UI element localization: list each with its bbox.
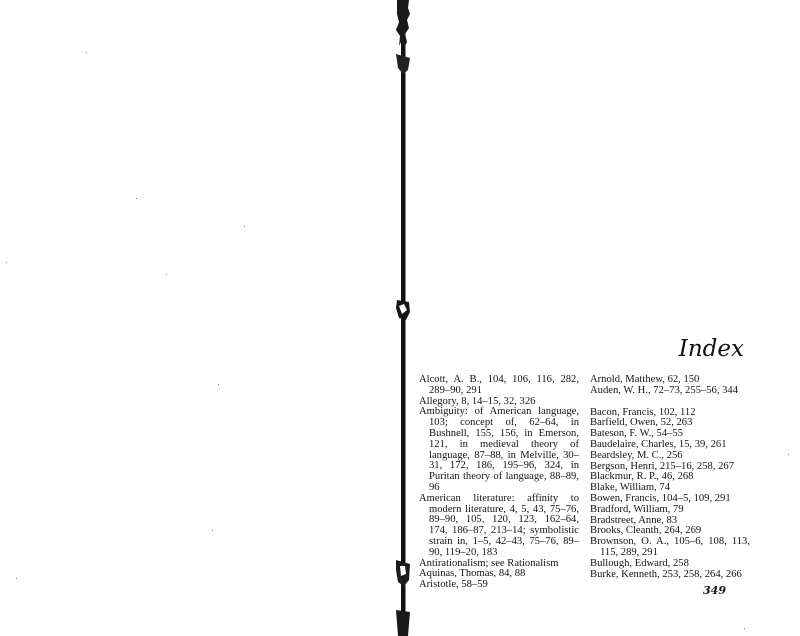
index-entry: Aristotle, 58–59 [419, 579, 488, 591]
index-entry: Burke, Kenneth, 253, 258, 264, 266 [590, 568, 742, 580]
index-entry: Beardsley, M. C., 256 [590, 449, 683, 461]
dust-speck [16, 578, 17, 579]
index-entry: Bowen, Francis, 104–5, 109, 291 [590, 492, 731, 504]
index-entry: Barfield, Owen, 52, 263 [590, 417, 693, 429]
page-number: 349 [703, 584, 726, 597]
index-entry: Bullough, Edward, 258 [590, 557, 689, 569]
index-entry: Ambiguity: of American language, 103; concept of, 62–64, in Bushnell, 155, 156, in Emerson, 121, in medieval theory of language, 87–88, in Melville, 30–31, 172, 186, 195–96, 324, in Puritan theory of language, 88–89, 96 [419, 406, 579, 493]
index-entry: Bradstreet, Anne, 83 [590, 514, 678, 526]
index-entry: Allegory, 8, 14–15, 32, 326 [419, 395, 536, 407]
index-entry: Blackmur, R. P., 46, 268 [590, 471, 694, 483]
index-entry: Brooks, Cleanth, 264, 269 [590, 525, 702, 537]
index-entry: Bateson, F. W., 54–55 [590, 428, 684, 440]
dust-speck [136, 198, 137, 199]
index-entry: Auden, W. H., 72–73, 255–56, 344 [590, 384, 739, 396]
dust-speck [788, 454, 789, 455]
binding-spine [396, 0, 410, 636]
index-entry: Bacon, Francis, 102, 112 [590, 406, 696, 418]
index-entry: Bradford, William, 79 [590, 503, 684, 515]
index-entry: American literature: affinity to modern literature, 4, 5, 43, 75–76, 89–90, 105, 120, 123, 162–64, 174, 186–87, 213–14; symbolistic strain in, 1–5, 42–43, 75–76, 89–90, 119–20, 183 [419, 492, 579, 558]
dust-speck [6, 262, 7, 263]
dust-speck [86, 52, 87, 53]
index-entry: Aquinas, Thomas, 84, 88 [419, 568, 526, 580]
dust-speck [744, 628, 745, 629]
index-entry: Blake, William, 74 [590, 482, 670, 494]
index-column-left [419, 375, 579, 591]
index-entry: Baudelaire, Charles, 15, 39, 261 [590, 438, 727, 450]
index-entry: Brownson, O. A., 105–6, 108, 113, 115, 289, 291 [590, 536, 750, 558]
dust-speck [212, 530, 213, 531]
index-entry: Antirationalism; see Rationalism [419, 557, 559, 569]
dust-speck [244, 226, 245, 227]
dust-speck [166, 274, 167, 275]
index-entry: Arnold, Matthew, 62, 150 [590, 374, 700, 385]
page-title: Index [678, 336, 744, 362]
index-column-right [590, 375, 750, 580]
index-entry: Bergson, Henri, 215–16, 258, 267 [590, 460, 734, 472]
dust-speck [218, 384, 219, 385]
index-entry: Alcott, A. B., 104, 106, 116, 282, 289–90, 291 [419, 374, 579, 396]
